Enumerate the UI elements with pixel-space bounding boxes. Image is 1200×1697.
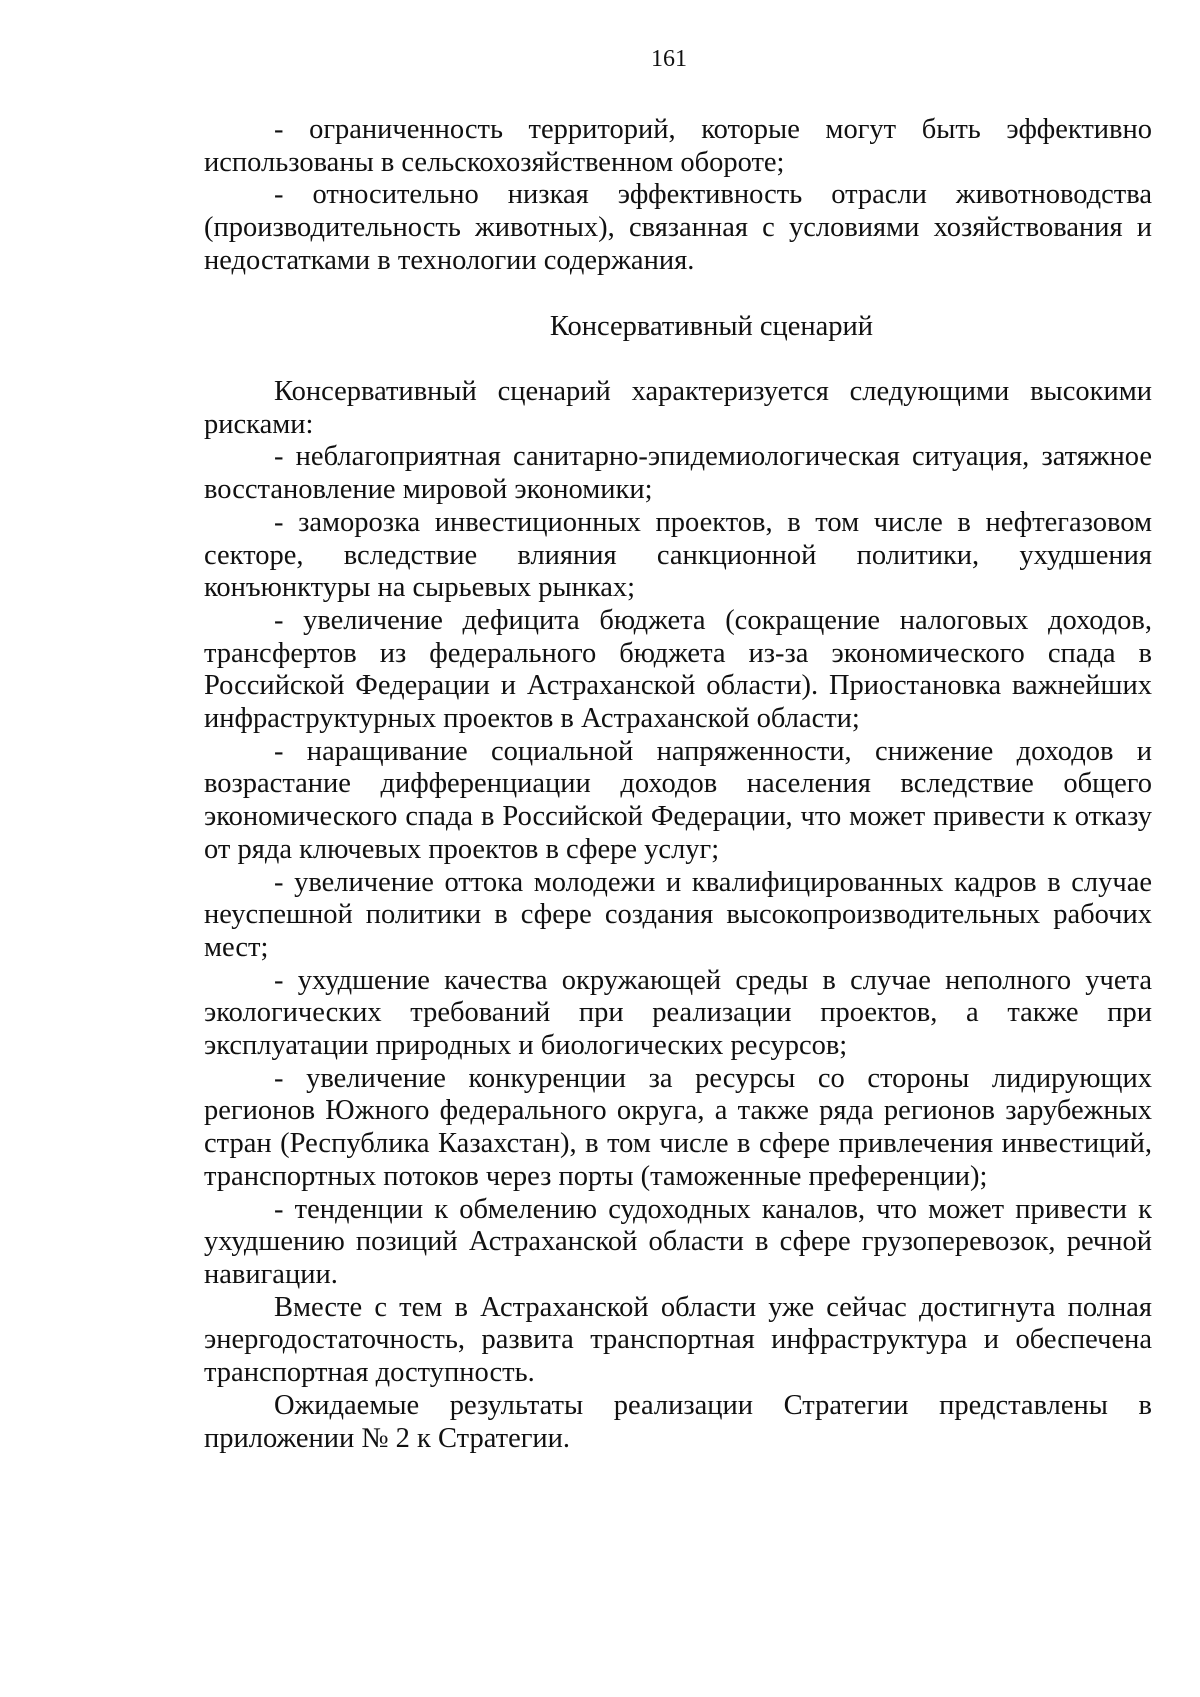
page-number: 161: [651, 46, 687, 72]
risks-block: [204, 376, 1152, 1455]
closing-paragraph: Вместе с тем в Астраханской области уже сейчас достигнута полная энергодостаточность, развита транспортная инфраструктура и обеспечена транспортная доступность.: [204, 1291, 1152, 1389]
risk-item: - тенденции к обмелению судоходных каналов, что может привести к ухудшению позиций Астраханской области в сфере грузоперевозок, речной навигации.: [204, 1193, 1152, 1290]
risk-item: - неблагоприятная санитарно-эпидемиологическая ситуация, затяжное восстановление мировой экономики;: [204, 441, 1152, 506]
intro-block: [204, 114, 1152, 278]
risk-item: - увеличение оттока молодежи и квалифицированных кадров в случае неуспешной политики в сфере создания высокопроизводительных рабочих мест;: [204, 866, 1152, 963]
section-heading: Консервативный сценарий: [549, 311, 874, 342]
risk-item: - ухудшение качества окружающей среды в случае неполного учета экологических требований при реализации проектов, а также при эксплуатации природных и биологических ресурсов;: [204, 964, 1152, 1062]
intro-item: - относительно низкая эффективность отрасли животноводства (производительность животных), связанная с условиями хозяйствования и недостатками в технологии содержания.: [204, 179, 1152, 276]
risk-item: - заморозка инвестиционных проектов, в том числе в нефтегазовом секторе, вследствие влияния санкционной политики, ухудшения конъюнктуры на сырьевых рынках;: [204, 506, 1152, 604]
intro-item: - ограниченность территорий, которые могут быть эффективно использованы в сельскохозяйственном обороте;: [204, 114, 1152, 178]
section-intro: Консервативный сценарий характеризуется следующими высокими рисками:: [204, 376, 1152, 440]
risk-item: - увеличение дефицита бюджета (сокращение налоговых доходов, трансфертов из федерального бюджета из-за экономического спада в Российской Федерации и Астраханской области). Приостановка важнейших инфраструктурных проектов в Астраханской области;: [204, 604, 1152, 735]
closing-paragraph: Ожидаемые результаты реализации Стратегии представлены в приложении № 2 к Стратегии.: [204, 1389, 1152, 1454]
risk-item: - увеличение конкуренции за ресурсы со стороны лидирующих регионов Южного федерального округа, а также ряда регионов зарубежных стран (Республика Казахстан), в том числе в сфере привлечения инвестиций, транспортных потоков через порты (таможенные преференции);: [204, 1062, 1152, 1192]
risk-item: - наращивание социальной напряженности, снижение доходов и возрастание дифференциации доходов населения вследствие общего экономического спада в Российской Федерации, что может привести к отказу от ряда ключевых проектов в сфере услуг;: [204, 735, 1152, 865]
